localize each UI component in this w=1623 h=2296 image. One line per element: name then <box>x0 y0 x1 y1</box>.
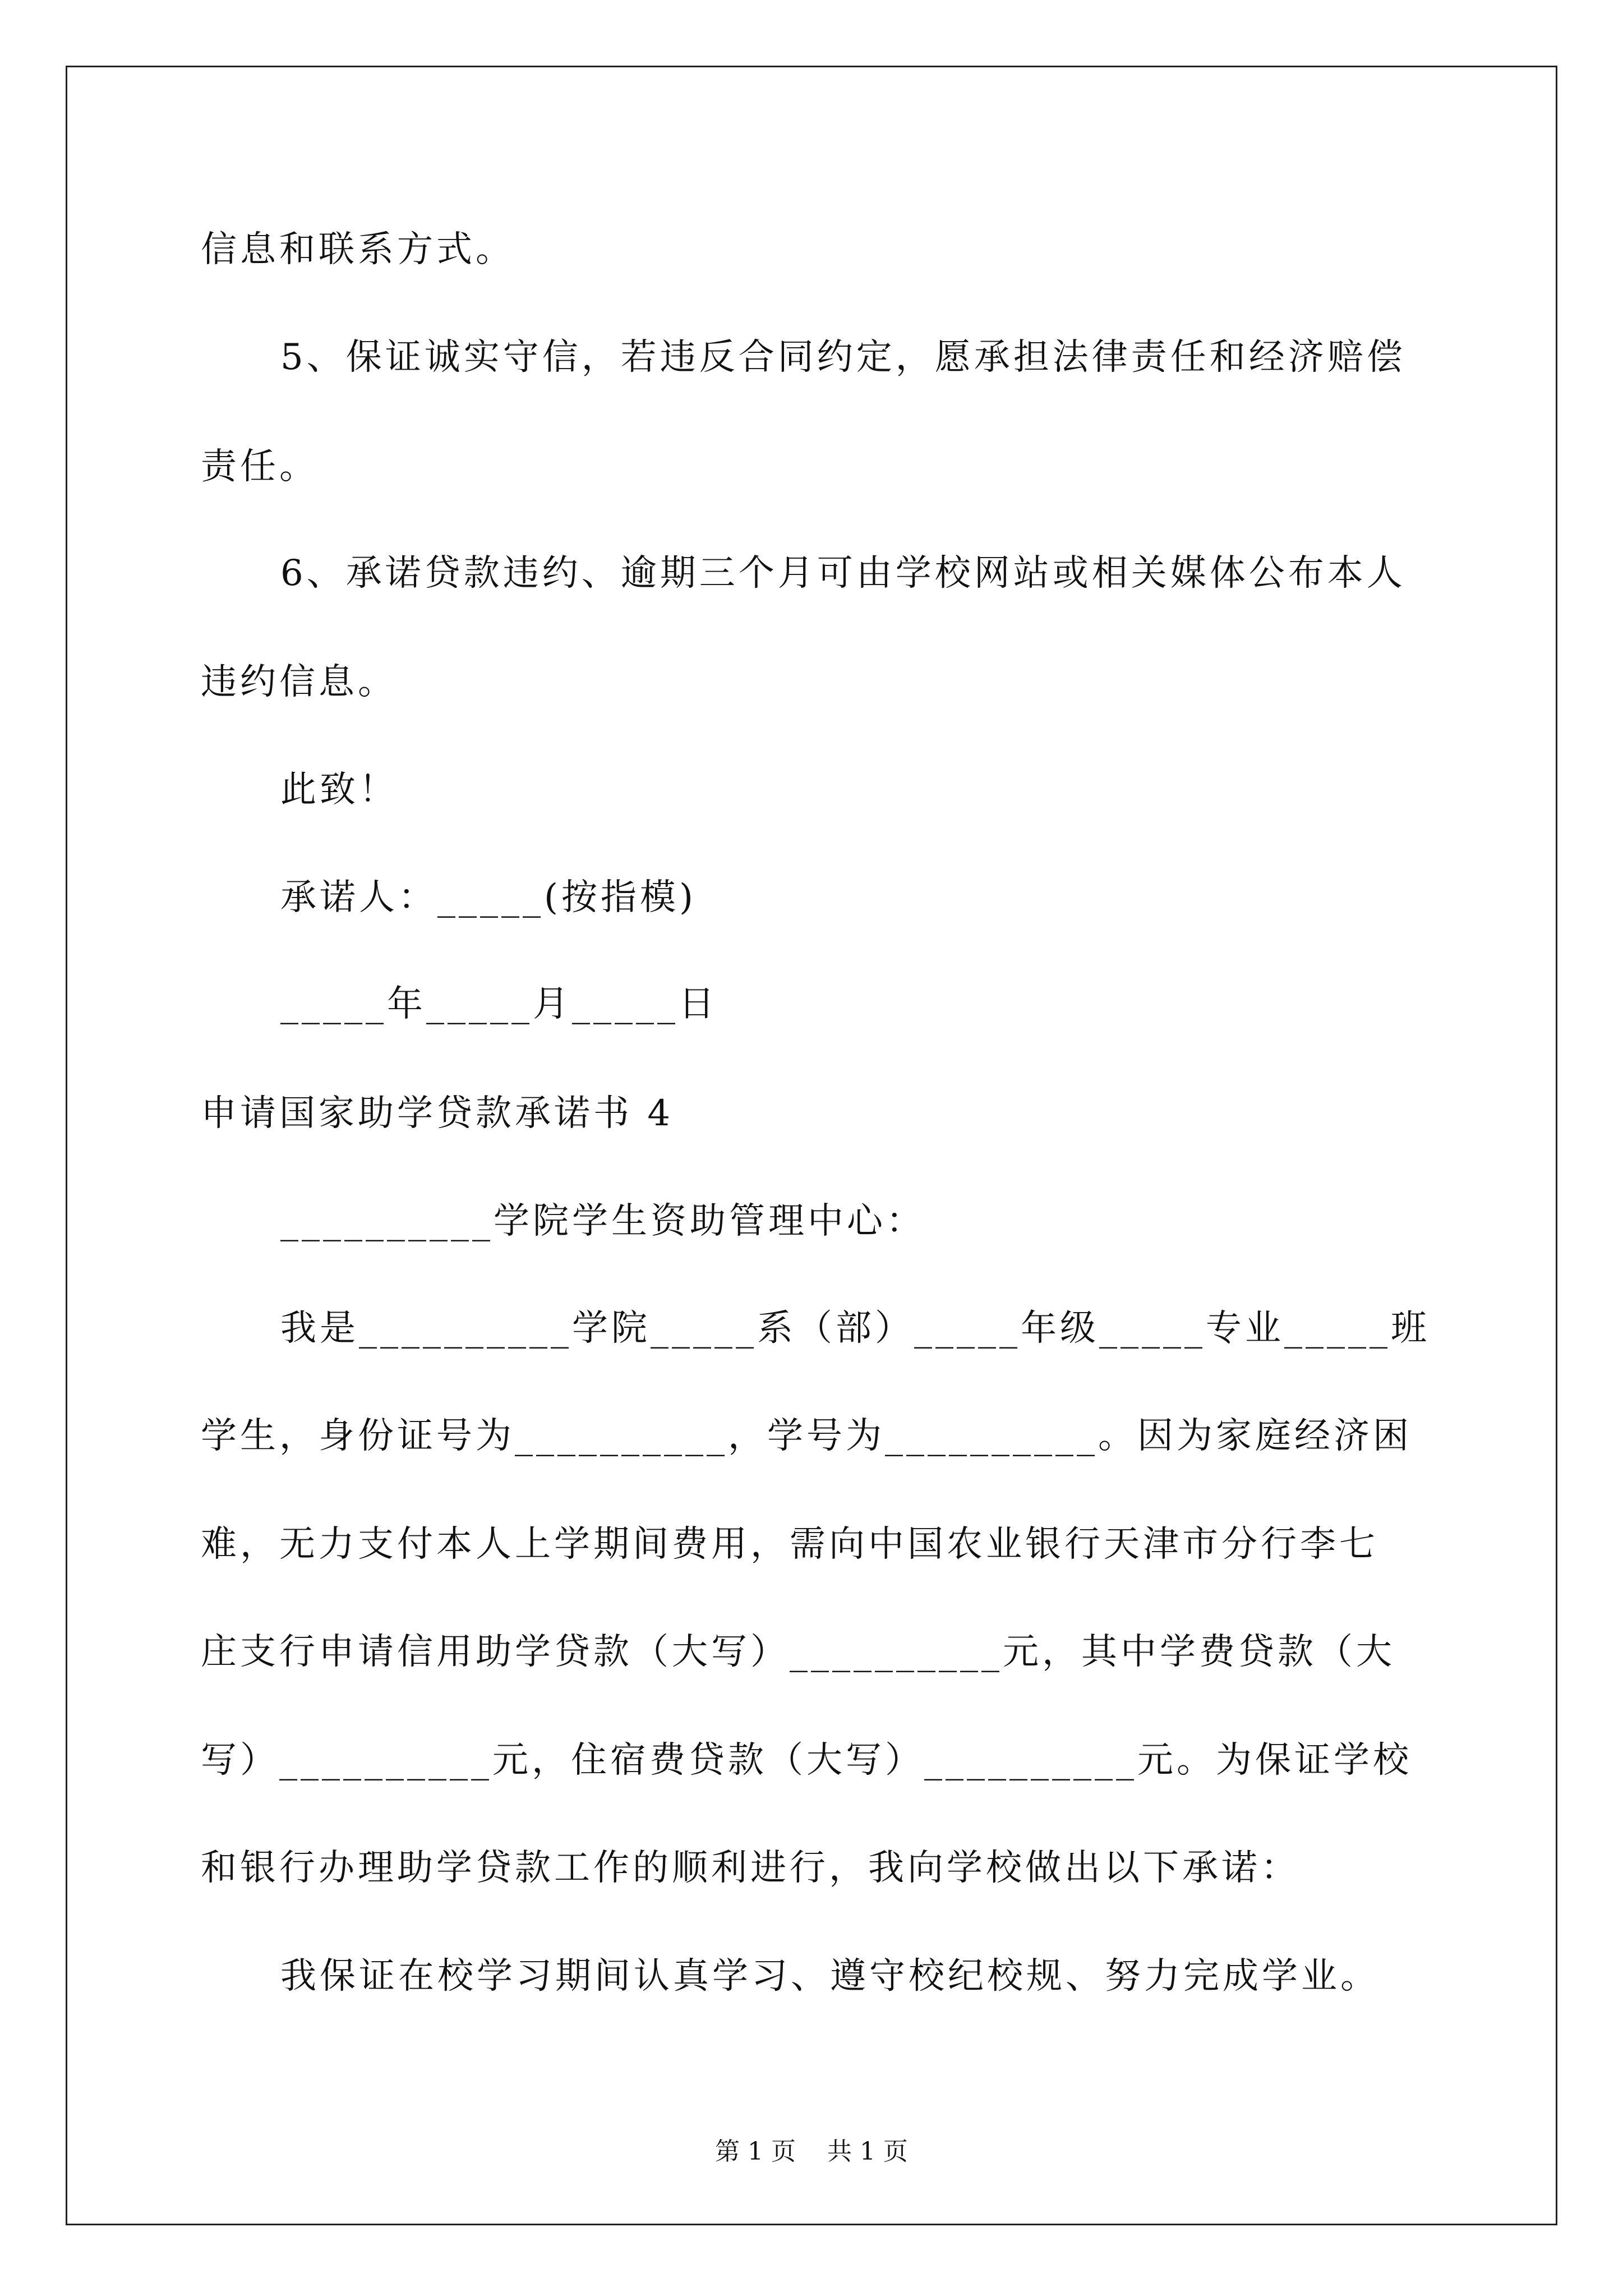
text-line: __________学院学生资助管理中心： <box>280 1200 925 1242</box>
text-line: 责任。 <box>201 446 319 487</box>
text-line: 我是__________学院_____系（部）_____年级_____专业_____班 <box>280 1308 1430 1349</box>
text-line: 此致！ <box>280 769 398 811</box>
text-line: 6、承诺贷款违约、逾期三个月可由学校网站或相关媒体公布本人 <box>280 553 1406 594</box>
section-heading: 申请国家助学贷款承诺书 4 <box>201 1093 674 1134</box>
text-line: 承诺人：_____(按指模) <box>280 877 697 918</box>
text-line: _____年_____月_____日 <box>280 983 718 1025</box>
text-line: 信息和联系方式。 <box>201 229 515 270</box>
page-border <box>66 66 1557 2225</box>
text-line: 难，无力支付本人上学期间费用，需向中国农业银行天津市分行李七 <box>201 1524 1378 1565</box>
text-line: 学生，身份证号为__________，学号为__________。因为家庭经济困 <box>201 1415 1412 1457</box>
page-footer: 第 1 页 共 1 页 <box>715 2137 908 2166</box>
text-line: 和银行办理助学贷款工作的顺利进行，我向学校做出以下承诺： <box>201 1847 1300 1889</box>
text-line: 5、保证诚实守信，若违反合同约定，愿承担法律责任和经济赔偿 <box>280 337 1406 378</box>
text-line: 违约信息。 <box>201 661 397 703</box>
text-line: 写）__________元，住宿费贷款（大写）__________元。为保证学校 <box>201 1740 1412 1781</box>
text-line: 我保证在校学习期间认真学习、遵守校纪校规、努力完成学业。 <box>280 1955 1380 1997</box>
text-line: 庄支行申请信用助学贷款（大写）__________元，其中学费贷款（大 <box>201 1631 1395 1673</box>
